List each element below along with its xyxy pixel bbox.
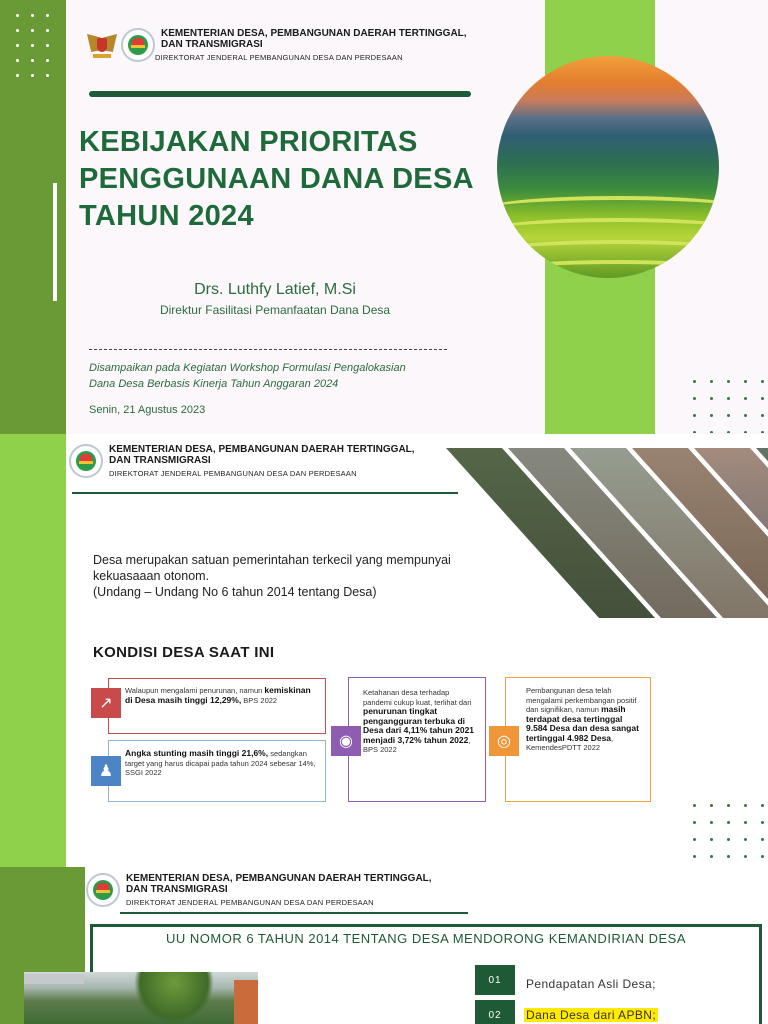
ministry-name: [109, 444, 415, 478]
directorate-name: DIREKTORAT JENDERAL PEMBANGUNAN DESA DAN PERDESAAN: [155, 53, 403, 62]
item-text: Pendapatan Asli Desa;: [526, 977, 656, 991]
underdeveloped-villages-card: [505, 677, 651, 802]
slide-title: [79, 124, 519, 235]
title-line-3: TAHUN 2024: [79, 200, 254, 232]
location-people-icon: ◉: [331, 726, 361, 756]
title-line-1: KEBIJAKAN PRIORITAS: [79, 126, 418, 158]
ministry-line-2: DAN TRANSMIGRASI: [161, 39, 263, 50]
garuda-emblem-icon: [87, 30, 117, 60]
growth-chart-icon: ↗: [91, 688, 121, 718]
item-text-highlighted: Dana Desa dari APBN;: [526, 1008, 657, 1022]
item-number-badge: 01: [475, 965, 515, 995]
card-highlight: kemiskinan di Desa masih tinggi 12,29%,: [125, 685, 311, 705]
ministry-header: [86, 873, 432, 907]
item-number-badge: 02: [475, 1000, 515, 1024]
title-line-2: PENGGUNAAN DANA DESA: [79, 163, 474, 195]
village-house-photo: [24, 972, 258, 1024]
people-icon: ♟: [91, 756, 121, 786]
ministry-logo-icon: [69, 444, 103, 478]
occasion-line-1: Disampaikan pada Kegiatan Workshop Formulasi Pengalokasian: [89, 362, 406, 374]
village-definition: [93, 552, 483, 600]
card-highlight: penurunan tingkat pengangguran terbuka di Desa dari 4,11% tahun 2021 menjadi 3,72% tahun 2022: [363, 706, 475, 745]
ministry-line-2: DAN TRANSMIGRASI: [126, 884, 228, 895]
dot-pattern-decoration: [10, 8, 50, 78]
directorate-name: DIREKTORAT JENDERAL PEMBANGUNAN DESA DAN PERDESAAN: [126, 898, 374, 907]
ministry-logo-icon: [86, 873, 120, 907]
dashed-divider: [89, 349, 447, 350]
stunting-card: [108, 740, 326, 802]
intro-line-3: (Undang – Undang No 6 tahun 2014 tentang Desa): [93, 585, 377, 599]
frame-title: UU NOMOR 6 TAHUN 2014 TENTANG DESA MENDORONG KEMANDIRIAN DESA: [165, 931, 686, 946]
occasion-text: [89, 360, 509, 392]
card-text: Ketahanan desa terhadap pandemi cukup kuat, terlihat dari: [363, 688, 472, 707]
unemployment-card: [348, 677, 486, 802]
intro-line-2: kekuasaaan otonom.: [93, 569, 210, 583]
divider: [72, 492, 458, 494]
ministry-line-1: KEMENTERIAN DESA, PEMBANGUNAN DAERAH TERTINGGAL,: [109, 444, 415, 455]
divider: [89, 91, 471, 97]
ministry-name: [155, 28, 467, 62]
rice-terrace-photo: [497, 56, 719, 278]
ministry-name: [126, 873, 432, 907]
ministry-line-1: KEMENTERIAN DESA, PEMBANGUNAN DAERAH TERTINGGAL,: [126, 873, 432, 884]
presentation-date: Senin, 21 Agustus 2023: [89, 404, 206, 416]
divider: [120, 912, 468, 914]
cover-slide: [0, 0, 768, 434]
card-source: , KemendesPDTT 2022: [526, 733, 614, 752]
ministry-header: [69, 444, 415, 478]
author-name: Drs. Luthfy Latief, M.Si: [194, 281, 356, 298]
village-law-slide: [0, 867, 768, 1024]
author-role: Direktur Fasilitasi Pemanfaatan Dana Desa: [159, 303, 391, 317]
occasion-line-2: Dana Desa Berbasis Kinerja Tahun Anggaran 2024: [89, 378, 339, 390]
card-highlight: masih terdapat desa tertinggal 9.584 Desa dan desa sangat tertinggal 4.982 Desa: [526, 704, 639, 743]
intro-line-1: Desa merupakan satuan pemerintahan terkecil yang mempunyai: [93, 553, 451, 567]
ministry-logo-icon: [121, 28, 155, 62]
card-highlight: Angka stunting masih tinggi 21,6%,: [125, 748, 269, 758]
section-title: KONDISI DESA SAAT INI: [93, 644, 275, 661]
dot-pattern-decoration: [686, 373, 766, 433]
card-text: Walaupun mengalami penurunan, namun: [125, 686, 265, 695]
ministry-line-2: DAN TRANSMIGRASI: [109, 455, 211, 466]
poverty-card: [108, 678, 326, 734]
ministry-line-1: KEMENTERIAN DESA, PEMBANGUNAN DAERAH TERTINGGAL,: [161, 28, 467, 39]
card-text: Pembangunan desa telah mengalami perkembangan positif dan signifikan, namun: [526, 686, 637, 714]
card-text: sedangkan target yang harus dicapai pada tahun 2024 sebesar 14%, SSGI 2022: [125, 749, 316, 777]
target-icon: ◎: [489, 726, 519, 756]
left-accent-band: [0, 434, 66, 867]
card-source: BPS 2022: [241, 695, 278, 705]
card-source: , BPS 2022: [363, 735, 471, 754]
ministry-header: [87, 28, 467, 62]
village-condition-slide: [0, 434, 768, 867]
dot-pattern-decoration: [686, 797, 768, 861]
directorate-name: DIREKTORAT JENDERAL PEMBANGUNAN DESA DAN PERDESAAN: [109, 469, 357, 478]
